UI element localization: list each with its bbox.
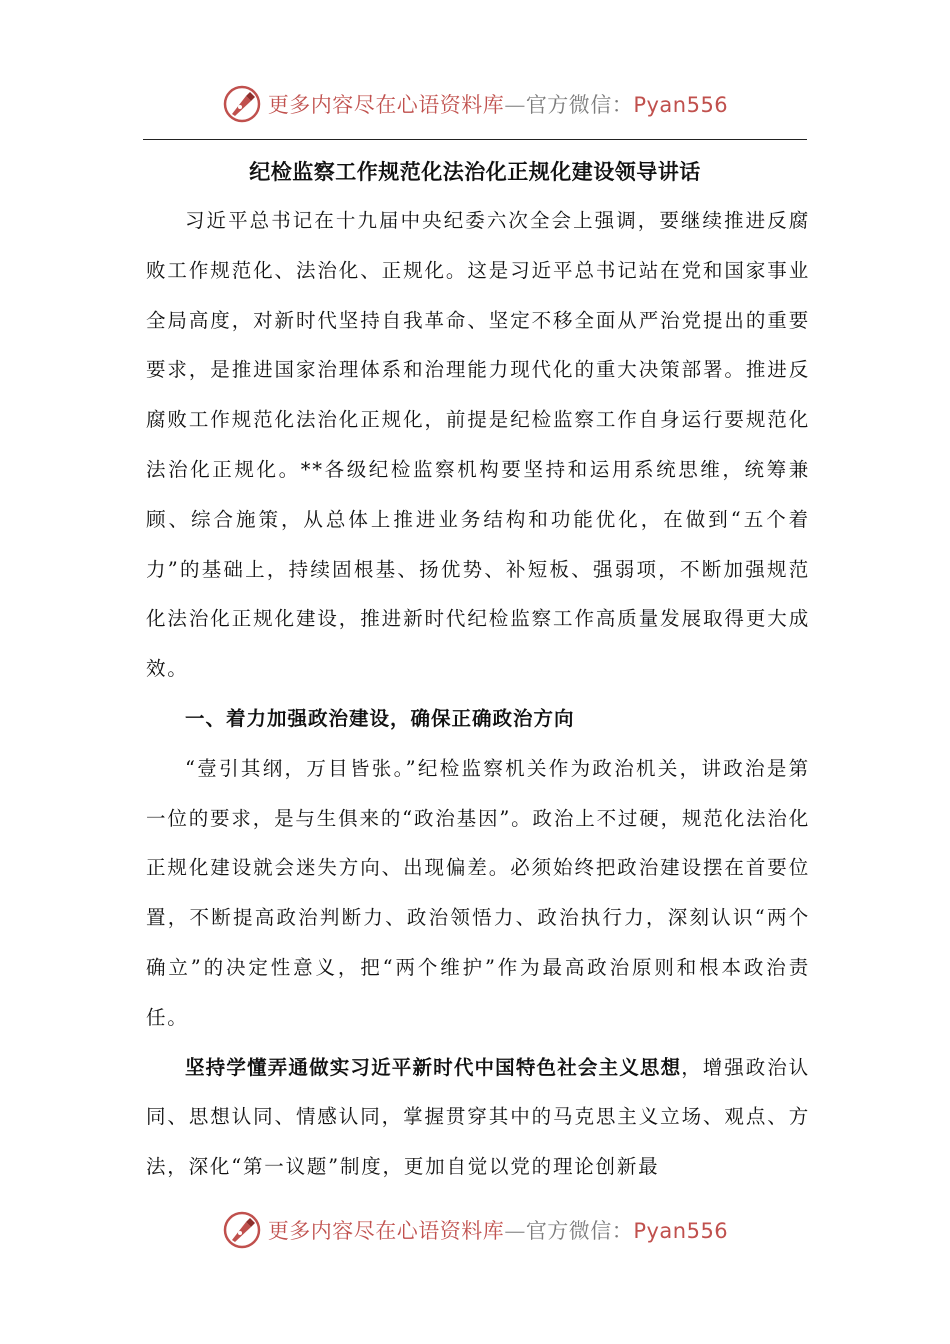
watermark-wechat-label: 官方微信： [525,1219,634,1243]
watermark-dash: — [504,1219,526,1243]
watermark-wechat-id: Pyan556 [633,93,729,117]
paragraph-rest-text: ，增强政治认同、思想认同、情感认同，掌握贯穿其中的马克思主义立场、观点、方法，深化“第一议题”制度，更加自觉以党的理论创新最 [146,1055,810,1179]
watermark-site: 更多内容尽在心语资料库 [267,93,505,117]
watermark-wechat-id: Pyan556 [633,1219,729,1243]
watermark-text [268,89,728,119]
document-body [146,196,810,1192]
bold-lead-text: 坚持学懂弄通做实习近平新时代中国特色社会主义思想 [185,1055,682,1079]
section-heading-1: 一、着力加强政治建设，确保正确政治方向 [185,706,575,730]
watermark-text-footer [268,1215,728,1245]
paragraph-section1-2 [146,1043,810,1192]
watermark-dash: — [504,93,526,117]
pen-nib-circle-logo-icon [222,84,262,124]
pen-nib-circle-logo-icon [222,1210,262,1250]
paragraph-intro: 习近平总书记在十九届中央纪委六次全会上强调，要继续推进反腐败工作规范化、法治化、正规化。这是习近平总书记站在党和国家事业全局高度，对新时代坚持自我革命、坚定不移全面从严治党提出的重要要求，是推进国家治理体系和治理能力现代化的重大决策部署。推进反腐败工作规范化法治化正规化，前提是纪检监察工作自身运行要规范化法治化正规化。**各级纪检监察机构要坚持和运用系统思维，统筹兼顾、综合施策，从总体上推进业务结构和功能优化，在做到“五个着力”的基础上，持续固根基、扬优势、补短板、强弱项，不断加强规范化法治化正规化建设，推进新时代纪检监察工作高质量发展取得更大成效。 [146,209,810,681]
header-watermark [0,82,950,126]
footer-watermark [0,1208,950,1252]
watermark-wechat-label: 官方微信： [525,93,634,117]
paragraph-section1: “壹引其纲，万目皆张。”纪检监察机关作为政治机关，讲政治是第一位的要求，是与生俱来的“政治基因”。政治上不过硬，规范化法治化正规化建设就会迷失方向、出现偏差。必须始终把政治建设摆在首要位置，不断提高政治判断力、政治领悟力、政治执行力，深刻认识“两个确立”的决定性意义，把“两个维护”作为最高政治原则和根本政治责任。 [146,756,810,1029]
header-rule [143,139,807,140]
document-title: 纪检监察工作规范化法治化正规化建设领导讲话 [249,160,701,184]
watermark-site: 更多内容尽在心语资料库 [267,1219,505,1243]
